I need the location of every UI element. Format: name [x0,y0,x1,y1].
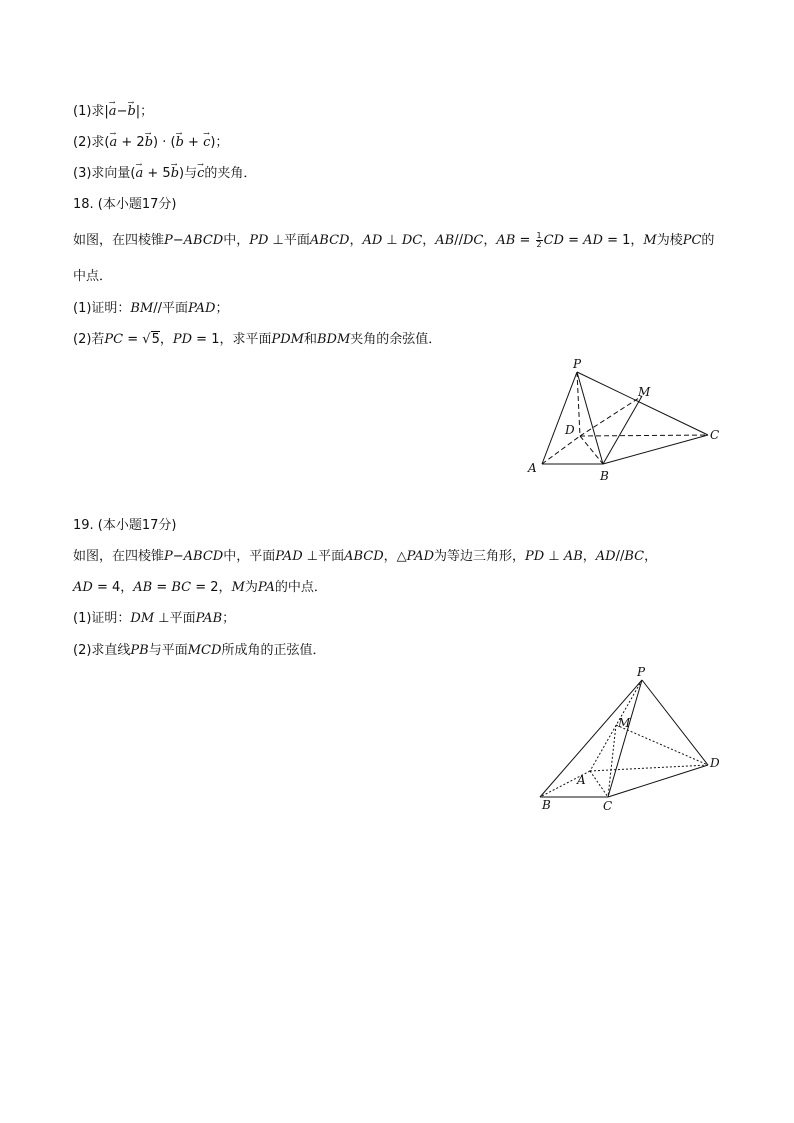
q18-stem-line2: 中点． [73,269,113,284]
label-b: B [542,798,551,812]
q17-part2: (2)求(→ a + 2→ b) · (→ b + → c)； [73,134,228,152]
edge-bm [603,396,642,464]
edge-pc [608,680,642,797]
label-b: B [600,469,609,483]
label-m: M [638,385,651,399]
q19-header: 19. (本小题17分) [73,518,177,533]
edge-dc [580,435,708,436]
label-c: C [603,799,613,812]
q19-part1: (1)证明：DM ⊥平面PAB； [73,611,236,626]
label-d: D [710,756,720,770]
label-p: P [573,357,582,371]
q18-part2: (2)若PC = √5，PD = 1，求平面PDM和BDM夹角的余弦值． [73,332,442,347]
edge-md [616,725,708,765]
edge-bc [603,435,708,464]
q18-pyramid-figure [520,350,730,490]
q19-part2: (2)求直线PB与平面MCD所成角的正弦值． [73,643,326,658]
q19-stem-line2: AD = 4，AB = BC = 2，M为PA的中点． [73,580,327,595]
q18-header: 18. (本小题17分) [73,197,177,212]
q17-part1: (1)求|→ a−→ b|； [73,103,153,121]
label-a: A [577,773,586,787]
edge-mc [608,725,616,797]
label-d: D [565,423,575,437]
edge-ad [590,765,708,771]
q17-part3: (3)求向量(→ a + 5→ b)与→ c的夹角． [73,165,256,183]
edge-pb [577,372,603,464]
edge-pb [540,680,642,797]
q19-stem-line1: 如图，在四棱锥P−ABCD中，平面PAD ⊥平面ABCD，△PAD为等边三角形，PD ⊥ AB，AD//BC， [73,549,658,564]
edge-ac [590,771,608,797]
label-c: C [710,428,720,442]
label-m: M [618,716,631,730]
label-a: A [528,461,537,475]
q19-pyramid-figure [530,662,730,812]
q18-stem-line1: 如图，在四棱锥P−ABCD中，PD ⊥平面ABCD，AD ⊥ DC，AB//DC，AB = $\frac{1}{2}$ CD = AD = 1，M为棱PC的 [73,231,715,249]
edge-pa [542,372,577,464]
q18-part1: (1)证明：BM//平面PAD； [73,301,229,316]
label-p: P [637,665,646,679]
edge-pd [642,680,708,765]
